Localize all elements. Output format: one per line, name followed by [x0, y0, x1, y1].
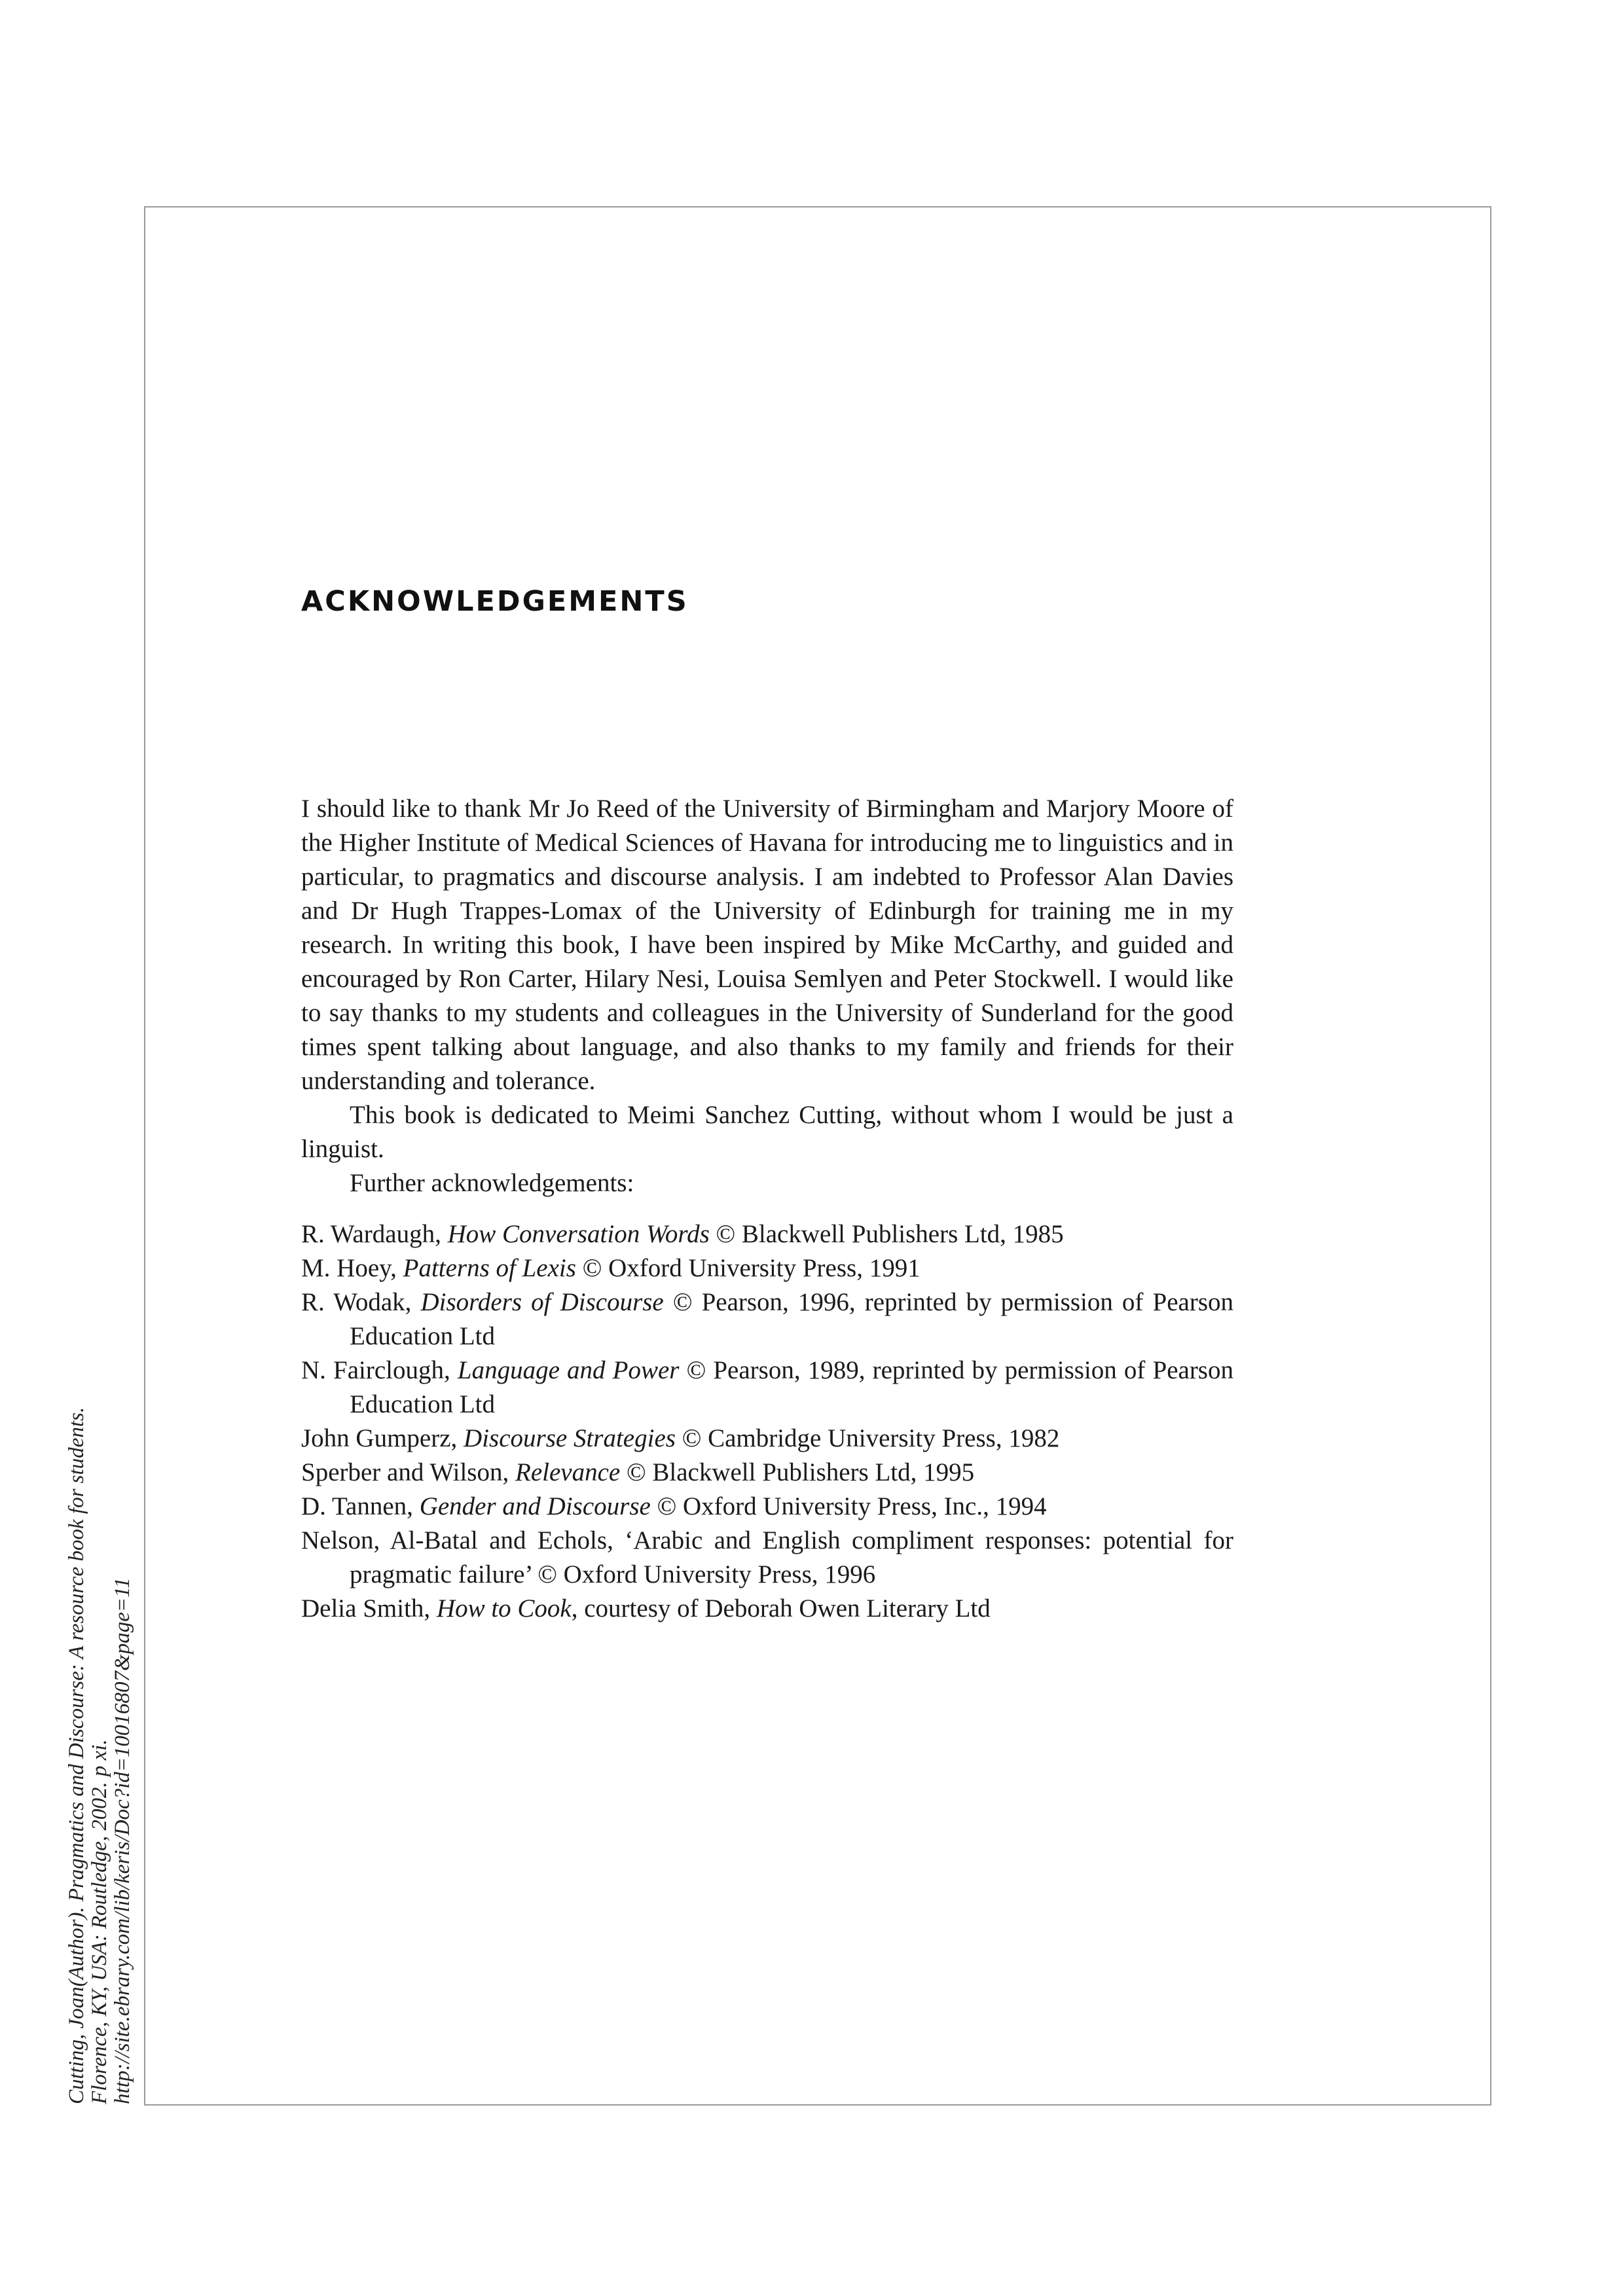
reference-item: [301, 1592, 1233, 1626]
citation-url: http://site.ebrary.com/lib/keris/Doc?id=10016807&page=11: [111, 1577, 134, 2104]
reference-author: R. Wardaugh,: [301, 1220, 448, 1248]
reference-title: How to Cook: [436, 1594, 572, 1623]
acknowledgements-body: [301, 792, 1233, 1626]
reference-rest: , courtesy of Deborah Owen Literary Ltd: [571, 1594, 991, 1623]
reference-title: Language and Power: [457, 1356, 680, 1384]
paragraph-thanks: I should like to thank Mr Jo Reed of the University of Birmingham and Marjory Moore of the Higher Institute of Medical Sciences of Havana for introducing me to linguistics and in particular, to pragmatics and discourse analysis. I am indebted to Professor Alan Davies and Dr Hugh Trappes-Lomax of the University of Edinburgh for training me in my research. In writing this book, I have been inspired by Mike McCarthy, and guided and encouraged by Ron Carter, Hilary Nesi, Louisa Semlyen and Peter Stockwell. I would like to say thanks to my students and colleagues in the University of Sunderland for the good times spent talking about language, and also thanks to my family and friends for their understanding and tolerance.: [301, 795, 1233, 1095]
reference-rest: © Oxford University Press, 1991: [575, 1254, 921, 1282]
reference-rest: © Pearson, 1996, reprinted by permission of Pearson Education Ltd: [350, 1288, 1233, 1350]
reference-title: Disorders of Discourse: [420, 1288, 664, 1316]
page-title: ACKNOWLEDGEMENTS: [301, 585, 689, 618]
reference-rest: © Pearson, 1989, reprinted by permission of Pearson Education Ltd: [350, 1356, 1233, 1418]
citation-line: Florence, KY, USA: Routledge, 2002. p xi.: [88, 1739, 111, 2104]
reference-title: How Conversation Words: [447, 1220, 710, 1248]
citation-line: Cutting, Joan(Author). Pragmatics and Discourse: A resource book for students.: [65, 1407, 88, 2104]
reference-author: D. Tannen,: [301, 1492, 420, 1520]
reference-rest: © Blackwell Publishers Ltd, 1985: [709, 1220, 1064, 1248]
reference-author: Delia Smith,: [301, 1594, 437, 1623]
paragraph-further: Further acknowledgements:: [350, 1169, 634, 1197]
reference-rest: © Blackwell Publishers Ltd, 1995: [620, 1458, 975, 1486]
reference-author: R. Wodak,: [301, 1288, 421, 1316]
reference-rest: © Oxford University Press, Inc., 1994: [650, 1492, 1047, 1520]
reference-item: [301, 1217, 1233, 1251]
reference-rest: © Cambridge University Press, 1982: [675, 1424, 1060, 1452]
reference-item: [301, 1490, 1233, 1524]
reference-title: Patterns of Lexis: [403, 1254, 576, 1282]
reference-author: Sperber and Wilson,: [301, 1458, 515, 1486]
reference-item: [301, 1422, 1233, 1456]
reference-author: John Gumperz,: [301, 1424, 464, 1452]
reference-item: [301, 1285, 1233, 1354]
citation-sidenote: [65, 1319, 134, 2104]
reference-item: [301, 1354, 1233, 1422]
reference-title: Gender and Discourse: [419, 1492, 651, 1520]
reference-author: Nelson, Al-Batal and Echols, ‘Arabic and English compliment responses: potential for pragmatic failure’ © Oxford University Press, 1996: [301, 1526, 1233, 1588]
reference-item: [301, 1251, 1233, 1285]
reference-list: [301, 1217, 1233, 1626]
reference-title: Discourse Strategies: [464, 1424, 676, 1452]
reference-item: [301, 1524, 1233, 1592]
reference-author: N. Fairclough,: [301, 1356, 458, 1384]
reference-author: M. Hoey,: [301, 1254, 403, 1282]
reference-title: Relevance: [515, 1458, 621, 1486]
reference-item: [301, 1456, 1233, 1490]
paragraph-dedication: This book is dedicated to Meimi Sanchez Cutting, without whom I would be just a linguist.: [301, 1101, 1233, 1163]
